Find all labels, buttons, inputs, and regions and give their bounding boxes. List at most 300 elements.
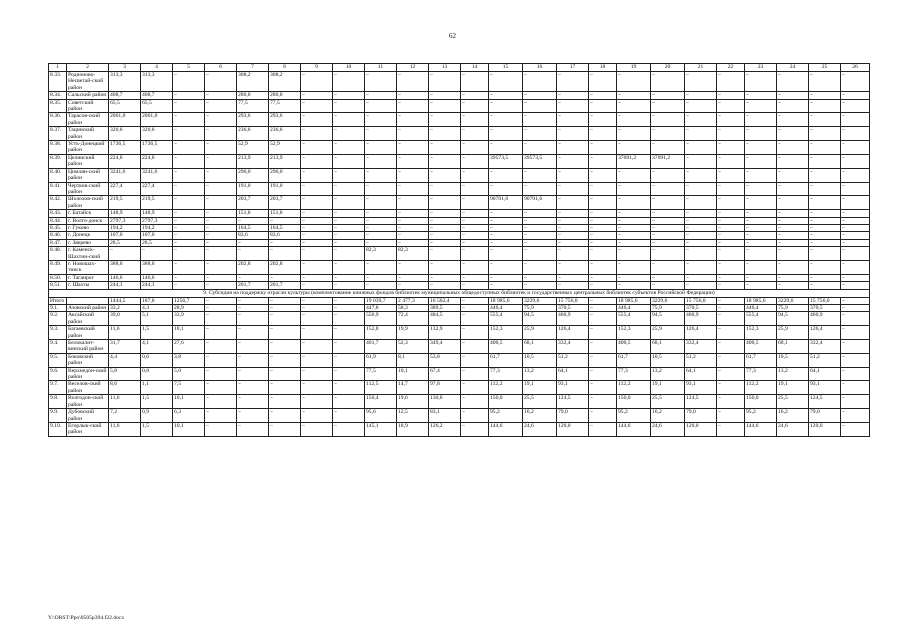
table-cell: 5,1 bbox=[141, 312, 173, 326]
table-cell: – bbox=[365, 282, 397, 289]
table-cell: – bbox=[841, 168, 870, 182]
table-cell: – bbox=[777, 141, 809, 155]
table-cell: – bbox=[651, 274, 685, 281]
table-row bbox=[49, 113, 870, 127]
table-cell: 18,9 bbox=[397, 422, 429, 436]
table-cell: – bbox=[365, 182, 397, 196]
table-cell: – bbox=[333, 224, 365, 231]
table-cell: – bbox=[841, 422, 870, 436]
table-row bbox=[49, 92, 870, 99]
table-cell: 112,2 bbox=[745, 381, 777, 395]
table-cell: – bbox=[269, 239, 301, 246]
table-cell: – bbox=[489, 99, 523, 113]
table-cell: 10,5 bbox=[651, 353, 685, 367]
table-cell: 9.2. bbox=[49, 312, 67, 326]
table-cell: 1256,7 bbox=[173, 297, 205, 304]
table-cell: – bbox=[685, 239, 717, 246]
table-cell: – bbox=[365, 168, 397, 182]
table-cell: – bbox=[685, 141, 717, 155]
table-cell: 67,4 bbox=[429, 367, 461, 381]
table-cell: 23 bbox=[745, 64, 777, 72]
table-cell: – bbox=[809, 247, 841, 261]
table-cell: – bbox=[301, 154, 333, 168]
table-cell: 2 477,3 bbox=[397, 297, 429, 304]
table-cell: – bbox=[557, 92, 589, 99]
table-cell: 152,3 bbox=[489, 326, 523, 340]
table-cell: – bbox=[429, 232, 461, 239]
table-cell: 75,9 bbox=[651, 305, 685, 312]
table-cell: 8.39. bbox=[49, 154, 67, 168]
table-cell: – bbox=[745, 99, 777, 113]
table-cell: – bbox=[745, 196, 777, 210]
table-cell: 8.42. bbox=[49, 196, 67, 210]
table-cell: – bbox=[841, 353, 870, 367]
table-cell: – bbox=[205, 282, 237, 289]
table-cell: 150,0 bbox=[745, 395, 777, 409]
table-cell: – bbox=[173, 210, 205, 217]
table-cell: 400,5 bbox=[489, 340, 523, 354]
table-cell: – bbox=[333, 113, 365, 127]
table-cell: 61,9 bbox=[365, 353, 397, 367]
table-cell: – bbox=[589, 141, 617, 155]
table-cell: – bbox=[237, 305, 269, 312]
table-cell: 8.51. bbox=[49, 282, 67, 289]
table-cell: – bbox=[717, 312, 745, 326]
table-cell: 8.43. bbox=[49, 210, 67, 217]
table-cell: – bbox=[461, 141, 489, 155]
table-cell: 224,8 bbox=[141, 154, 173, 168]
table-cell: 93,1 bbox=[557, 381, 589, 395]
table-cell: 3,8 bbox=[173, 353, 205, 367]
table-cell: – bbox=[717, 99, 745, 113]
table-cell: – bbox=[461, 224, 489, 231]
table-cell: – bbox=[745, 274, 777, 281]
table-cell: 8.45. bbox=[49, 224, 67, 231]
table-cell: 1,5 bbox=[141, 395, 173, 409]
table-cell: 16,2 bbox=[777, 409, 809, 423]
total-row bbox=[49, 297, 870, 304]
table-cell: – bbox=[717, 282, 745, 289]
table-cell: 77,3 bbox=[489, 367, 523, 381]
table-cell: – bbox=[237, 297, 269, 304]
table-cell: – bbox=[717, 260, 745, 274]
table-cell: – bbox=[841, 297, 870, 304]
table-cell: – bbox=[523, 210, 557, 217]
table-cell: 146,6 bbox=[109, 274, 141, 281]
table-cell: 2797,3 bbox=[109, 217, 141, 224]
table-cell: – bbox=[461, 274, 489, 281]
table-cell: – bbox=[461, 305, 489, 312]
table-cell: – bbox=[717, 305, 745, 312]
table-cell: – bbox=[589, 340, 617, 354]
table-cell: 296,0 bbox=[237, 168, 269, 182]
table-cell: 75,9 bbox=[523, 305, 557, 312]
table-cell: – bbox=[301, 326, 333, 340]
table-cell: – bbox=[745, 282, 777, 289]
table-cell: – bbox=[557, 260, 589, 274]
table-cell: – bbox=[685, 154, 717, 168]
table-cell: 10,1 bbox=[173, 326, 205, 340]
table-cell: – bbox=[777, 247, 809, 261]
table-cell: – bbox=[809, 210, 841, 217]
table-cell: – bbox=[269, 353, 301, 367]
table-cell: – bbox=[523, 274, 557, 281]
table-cell: – bbox=[461, 395, 489, 409]
table-cell: 120,0 bbox=[809, 422, 841, 436]
table-cell: 22 bbox=[717, 64, 745, 72]
table-cell: 52,3 bbox=[397, 340, 429, 354]
table-cell: – bbox=[333, 127, 365, 141]
table-cell: 25,5 bbox=[651, 395, 685, 409]
table-cell: – bbox=[589, 282, 617, 289]
cell-name: Родионово-Несветай-ский район bbox=[67, 72, 109, 92]
table-cell: 51,2 bbox=[557, 353, 589, 367]
table-cell: 5,0 bbox=[173, 367, 205, 381]
table-cell: 51,2 bbox=[685, 353, 717, 367]
table-cell: 164,5 bbox=[237, 224, 269, 231]
table-cell: – bbox=[589, 92, 617, 99]
table-cell: – bbox=[745, 127, 777, 141]
table-cell: – bbox=[365, 99, 397, 113]
cell-name: 2 bbox=[67, 64, 109, 72]
table-cell: 227,4 bbox=[141, 182, 173, 196]
table-row bbox=[49, 224, 870, 231]
table-cell: 10,1 bbox=[397, 367, 429, 381]
table-cell: 0,8 bbox=[141, 367, 173, 381]
table-cell: 144,6 bbox=[745, 422, 777, 436]
table-cell: 460,9 bbox=[809, 312, 841, 326]
table-cell: – bbox=[301, 72, 333, 92]
table-cell: 152,8 bbox=[365, 326, 397, 340]
table-cell: 24,6 bbox=[523, 422, 557, 436]
table-cell: 9.6. bbox=[49, 367, 67, 381]
table-cell: 11,6 bbox=[109, 326, 141, 340]
table-cell: – bbox=[745, 260, 777, 274]
table-cell: – bbox=[237, 312, 269, 326]
cell-name: Цимлян-ский район bbox=[67, 168, 109, 182]
table-cell: – bbox=[301, 113, 333, 127]
table-cell: – bbox=[617, 113, 651, 127]
table-cell: 26 bbox=[841, 64, 870, 72]
table-cell: – bbox=[777, 282, 809, 289]
table-cell: – bbox=[237, 422, 269, 436]
table-cell: 28,5 bbox=[109, 239, 141, 246]
cell-name: г. Зверево bbox=[67, 239, 109, 246]
table-cell: – bbox=[333, 353, 365, 367]
table-cell: – bbox=[489, 217, 523, 224]
table-cell: – bbox=[173, 196, 205, 210]
table-cell: – bbox=[397, 113, 429, 127]
table-cell: 16 562,4 bbox=[429, 297, 461, 304]
table-cell: – bbox=[333, 409, 365, 423]
table-cell: – bbox=[717, 326, 745, 340]
table-cell: – bbox=[489, 247, 523, 261]
table-cell: 19 039,7 bbox=[365, 297, 397, 304]
table-cell: – bbox=[333, 297, 365, 304]
table-cell: – bbox=[589, 224, 617, 231]
table-cell: 9 bbox=[301, 64, 333, 72]
table-cell: – bbox=[237, 274, 269, 281]
table-cell: – bbox=[461, 282, 489, 289]
table-cell: 68,1 bbox=[651, 340, 685, 354]
section-title: 9. Субсидия на поддержку отрасли культуры (комплектование книжных фондов библиотек муниципальных общедоступных библиотек и государственных центральных библиотек субъектов Российской Федерации) bbox=[49, 289, 870, 297]
table-cell: – bbox=[333, 232, 365, 239]
table-cell: – bbox=[617, 217, 651, 224]
cell-name: Тацинский район bbox=[67, 127, 109, 141]
table-cell: – bbox=[809, 260, 841, 274]
table-cell: – bbox=[173, 282, 205, 289]
table-cell: – bbox=[301, 422, 333, 436]
table-cell: 19,1 bbox=[651, 381, 685, 395]
table-cell: – bbox=[365, 196, 397, 210]
table-cell: – bbox=[841, 99, 870, 113]
table-cell: – bbox=[809, 154, 841, 168]
table-cell: – bbox=[489, 260, 523, 274]
table-cell: – bbox=[301, 297, 333, 304]
table-row bbox=[49, 72, 870, 92]
table-cell: 18 985,6 bbox=[745, 297, 777, 304]
table-cell: 37091,2 bbox=[617, 154, 651, 168]
table-cell: 201,7 bbox=[237, 282, 269, 289]
table-cell: – bbox=[557, 224, 589, 231]
table-cell: – bbox=[717, 127, 745, 141]
cell-name: Азовский район bbox=[67, 305, 109, 312]
table-cell: – bbox=[777, 224, 809, 231]
table-cell: – bbox=[685, 99, 717, 113]
table-cell: – bbox=[269, 340, 301, 354]
table-cell: – bbox=[777, 274, 809, 281]
table-row bbox=[49, 99, 870, 113]
table-cell: 8,1 bbox=[397, 353, 429, 367]
table-cell: – bbox=[109, 247, 141, 261]
table-cell: – bbox=[461, 381, 489, 395]
cell-name: Белокалит-винский район bbox=[67, 340, 109, 354]
table-cell: 8.37. bbox=[49, 127, 67, 141]
table-cell: – bbox=[301, 367, 333, 381]
table-cell: 28,9 bbox=[173, 305, 205, 312]
table-cell: – bbox=[333, 282, 365, 289]
table-cell: – bbox=[205, 297, 237, 304]
table-cell: – bbox=[809, 274, 841, 281]
table-cell: 112,2 bbox=[489, 381, 523, 395]
table-cell: 15 756,0 bbox=[685, 297, 717, 304]
table-cell: 8.35. bbox=[49, 99, 67, 113]
table-cell: – bbox=[523, 168, 557, 182]
table-row bbox=[49, 395, 870, 409]
table-cell: 446,4 bbox=[489, 305, 523, 312]
table-cell: 90701,6 bbox=[489, 196, 523, 210]
table-cell: – bbox=[717, 422, 745, 436]
table-cell: 77,5 bbox=[365, 367, 397, 381]
table-cell: – bbox=[589, 381, 617, 395]
table-cell: 58,3 bbox=[397, 305, 429, 312]
table-cell: – bbox=[651, 168, 685, 182]
table-cell: – bbox=[717, 274, 745, 281]
table-cell: – bbox=[745, 239, 777, 246]
table-cell: – bbox=[205, 395, 237, 409]
table-cell: – bbox=[651, 113, 685, 127]
table-cell: – bbox=[333, 395, 365, 409]
table-cell: 203,7 bbox=[237, 196, 269, 210]
table-cell: – bbox=[301, 381, 333, 395]
table-cell: – bbox=[461, 422, 489, 436]
table-row bbox=[49, 381, 870, 395]
table-cell: 555,4 bbox=[489, 312, 523, 326]
table-cell: – bbox=[745, 210, 777, 217]
table-cell: – bbox=[685, 260, 717, 274]
table-cell: – bbox=[557, 196, 589, 210]
table-cell: 460,9 bbox=[685, 312, 717, 326]
page-number: 62 bbox=[449, 32, 456, 40]
table-cell: – bbox=[205, 326, 237, 340]
table-cell: – bbox=[589, 326, 617, 340]
table-cell: 93,1 bbox=[809, 381, 841, 395]
table-cell: – bbox=[809, 217, 841, 224]
table-cell: – bbox=[651, 232, 685, 239]
table-cell: – bbox=[205, 224, 237, 231]
cell-name: г. Волго-донск bbox=[67, 217, 109, 224]
table-cell: – bbox=[397, 99, 429, 113]
table-cell: 9.5. bbox=[49, 353, 67, 367]
table-cell: – bbox=[809, 282, 841, 289]
table-cell: – bbox=[745, 72, 777, 92]
table-cell: – bbox=[429, 113, 461, 127]
table-cell: 33,9 bbox=[173, 312, 205, 326]
table-cell: – bbox=[397, 141, 429, 155]
table-cell: 18 bbox=[589, 64, 617, 72]
table-cell: 21 bbox=[685, 64, 717, 72]
table-row bbox=[49, 217, 870, 224]
table-cell: 24,6 bbox=[777, 422, 809, 436]
table-cell: – bbox=[205, 422, 237, 436]
table-row bbox=[49, 367, 870, 381]
table-cell: 65,5 bbox=[141, 99, 173, 113]
table-cell: 5,8 bbox=[109, 367, 141, 381]
table-cell: – bbox=[489, 168, 523, 182]
table-cell: – bbox=[397, 154, 429, 168]
table-cell: 15 756,0 bbox=[809, 297, 841, 304]
table-cell: – bbox=[397, 182, 429, 196]
table-cell: 202,8 bbox=[269, 260, 301, 274]
table-cell: – bbox=[809, 168, 841, 182]
table-cell: – bbox=[841, 72, 870, 92]
table-cell: – bbox=[523, 113, 557, 127]
table-cell: – bbox=[489, 127, 523, 141]
table-cell: 400,5 bbox=[617, 340, 651, 354]
table-cell: – bbox=[269, 297, 301, 304]
table-cell: 9.10. bbox=[49, 422, 67, 436]
cell-name: Егорлык-ский район bbox=[67, 422, 109, 436]
table-cell: 52,9 bbox=[237, 141, 269, 155]
table-cell: – bbox=[205, 381, 237, 395]
table-cell: – bbox=[745, 182, 777, 196]
table-cell: 124,5 bbox=[809, 395, 841, 409]
table-cell: – bbox=[589, 232, 617, 239]
table-cell: – bbox=[717, 217, 745, 224]
table-cell: 556,9 bbox=[365, 312, 397, 326]
table-cell: 194,2 bbox=[141, 224, 173, 231]
table-cell: – bbox=[617, 99, 651, 113]
table-cell: 3229,6 bbox=[523, 297, 557, 304]
table-cell: 126,2 bbox=[429, 422, 461, 436]
table-cell: – bbox=[333, 168, 365, 182]
table-cell: 446,4 bbox=[617, 305, 651, 312]
table-cell: – bbox=[651, 196, 685, 210]
table-cell: – bbox=[589, 72, 617, 92]
table-cell: – bbox=[685, 232, 717, 239]
table-cell: – bbox=[841, 92, 870, 99]
cell-name: Целинский район bbox=[67, 154, 109, 168]
table-cell: – bbox=[557, 182, 589, 196]
table-cell: – bbox=[333, 422, 365, 436]
table-cell: – bbox=[461, 154, 489, 168]
table-cell: 126,4 bbox=[685, 326, 717, 340]
table-cell: 82,3 bbox=[397, 247, 429, 261]
table-cell: 9.7. bbox=[49, 381, 67, 395]
table-cell: – bbox=[333, 99, 365, 113]
table-cell: – bbox=[489, 274, 523, 281]
table-cell: – bbox=[365, 154, 397, 168]
table-cell: – bbox=[617, 196, 651, 210]
table-cell: – bbox=[557, 282, 589, 289]
table-cell: 13 bbox=[429, 64, 461, 72]
table-cell: – bbox=[777, 99, 809, 113]
table-cell: – bbox=[205, 232, 237, 239]
table-cell: – bbox=[809, 141, 841, 155]
table-cell: – bbox=[429, 239, 461, 246]
table-cell: – bbox=[589, 409, 617, 423]
table-cell: – bbox=[269, 274, 301, 281]
table-row bbox=[49, 282, 870, 289]
table-cell: – bbox=[617, 247, 651, 261]
table-cell: – bbox=[685, 127, 717, 141]
table-cell: – bbox=[809, 196, 841, 210]
table-row bbox=[49, 232, 870, 239]
table-cell: – bbox=[301, 409, 333, 423]
table-cell: 12,5 bbox=[397, 409, 429, 423]
table-cell: 19,6 bbox=[397, 395, 429, 409]
table-cell: – bbox=[397, 282, 429, 289]
table-cell: – bbox=[489, 92, 523, 99]
table-cell: – bbox=[717, 381, 745, 395]
table-cell: – bbox=[397, 72, 429, 92]
table-cell: – bbox=[461, 99, 489, 113]
table-cell: 202,8 bbox=[237, 260, 269, 274]
table-cell: 9.3. bbox=[49, 326, 67, 340]
table-cell: 9.8. bbox=[49, 395, 67, 409]
table-cell: 75,9 bbox=[777, 305, 809, 312]
table-cell: – bbox=[237, 326, 269, 340]
table-cell: – bbox=[489, 113, 523, 127]
table-cell: – bbox=[461, 217, 489, 224]
table-cell: – bbox=[205, 210, 237, 217]
table-cell: – bbox=[589, 99, 617, 113]
table-cell: 389,5 bbox=[429, 305, 461, 312]
table-cell: – bbox=[777, 217, 809, 224]
table-cell: – bbox=[651, 224, 685, 231]
table-cell: 15 bbox=[489, 64, 523, 72]
table-row bbox=[49, 305, 870, 312]
table-row bbox=[49, 168, 870, 182]
table-cell: – bbox=[461, 367, 489, 381]
table-cell: – bbox=[717, 395, 745, 409]
table-cell: – bbox=[745, 232, 777, 239]
table-cell: – bbox=[685, 274, 717, 281]
table-cell: – bbox=[173, 224, 205, 231]
table-cell: – bbox=[397, 210, 429, 217]
table-cell: – bbox=[205, 141, 237, 155]
cell-name: г. Донецк bbox=[67, 232, 109, 239]
